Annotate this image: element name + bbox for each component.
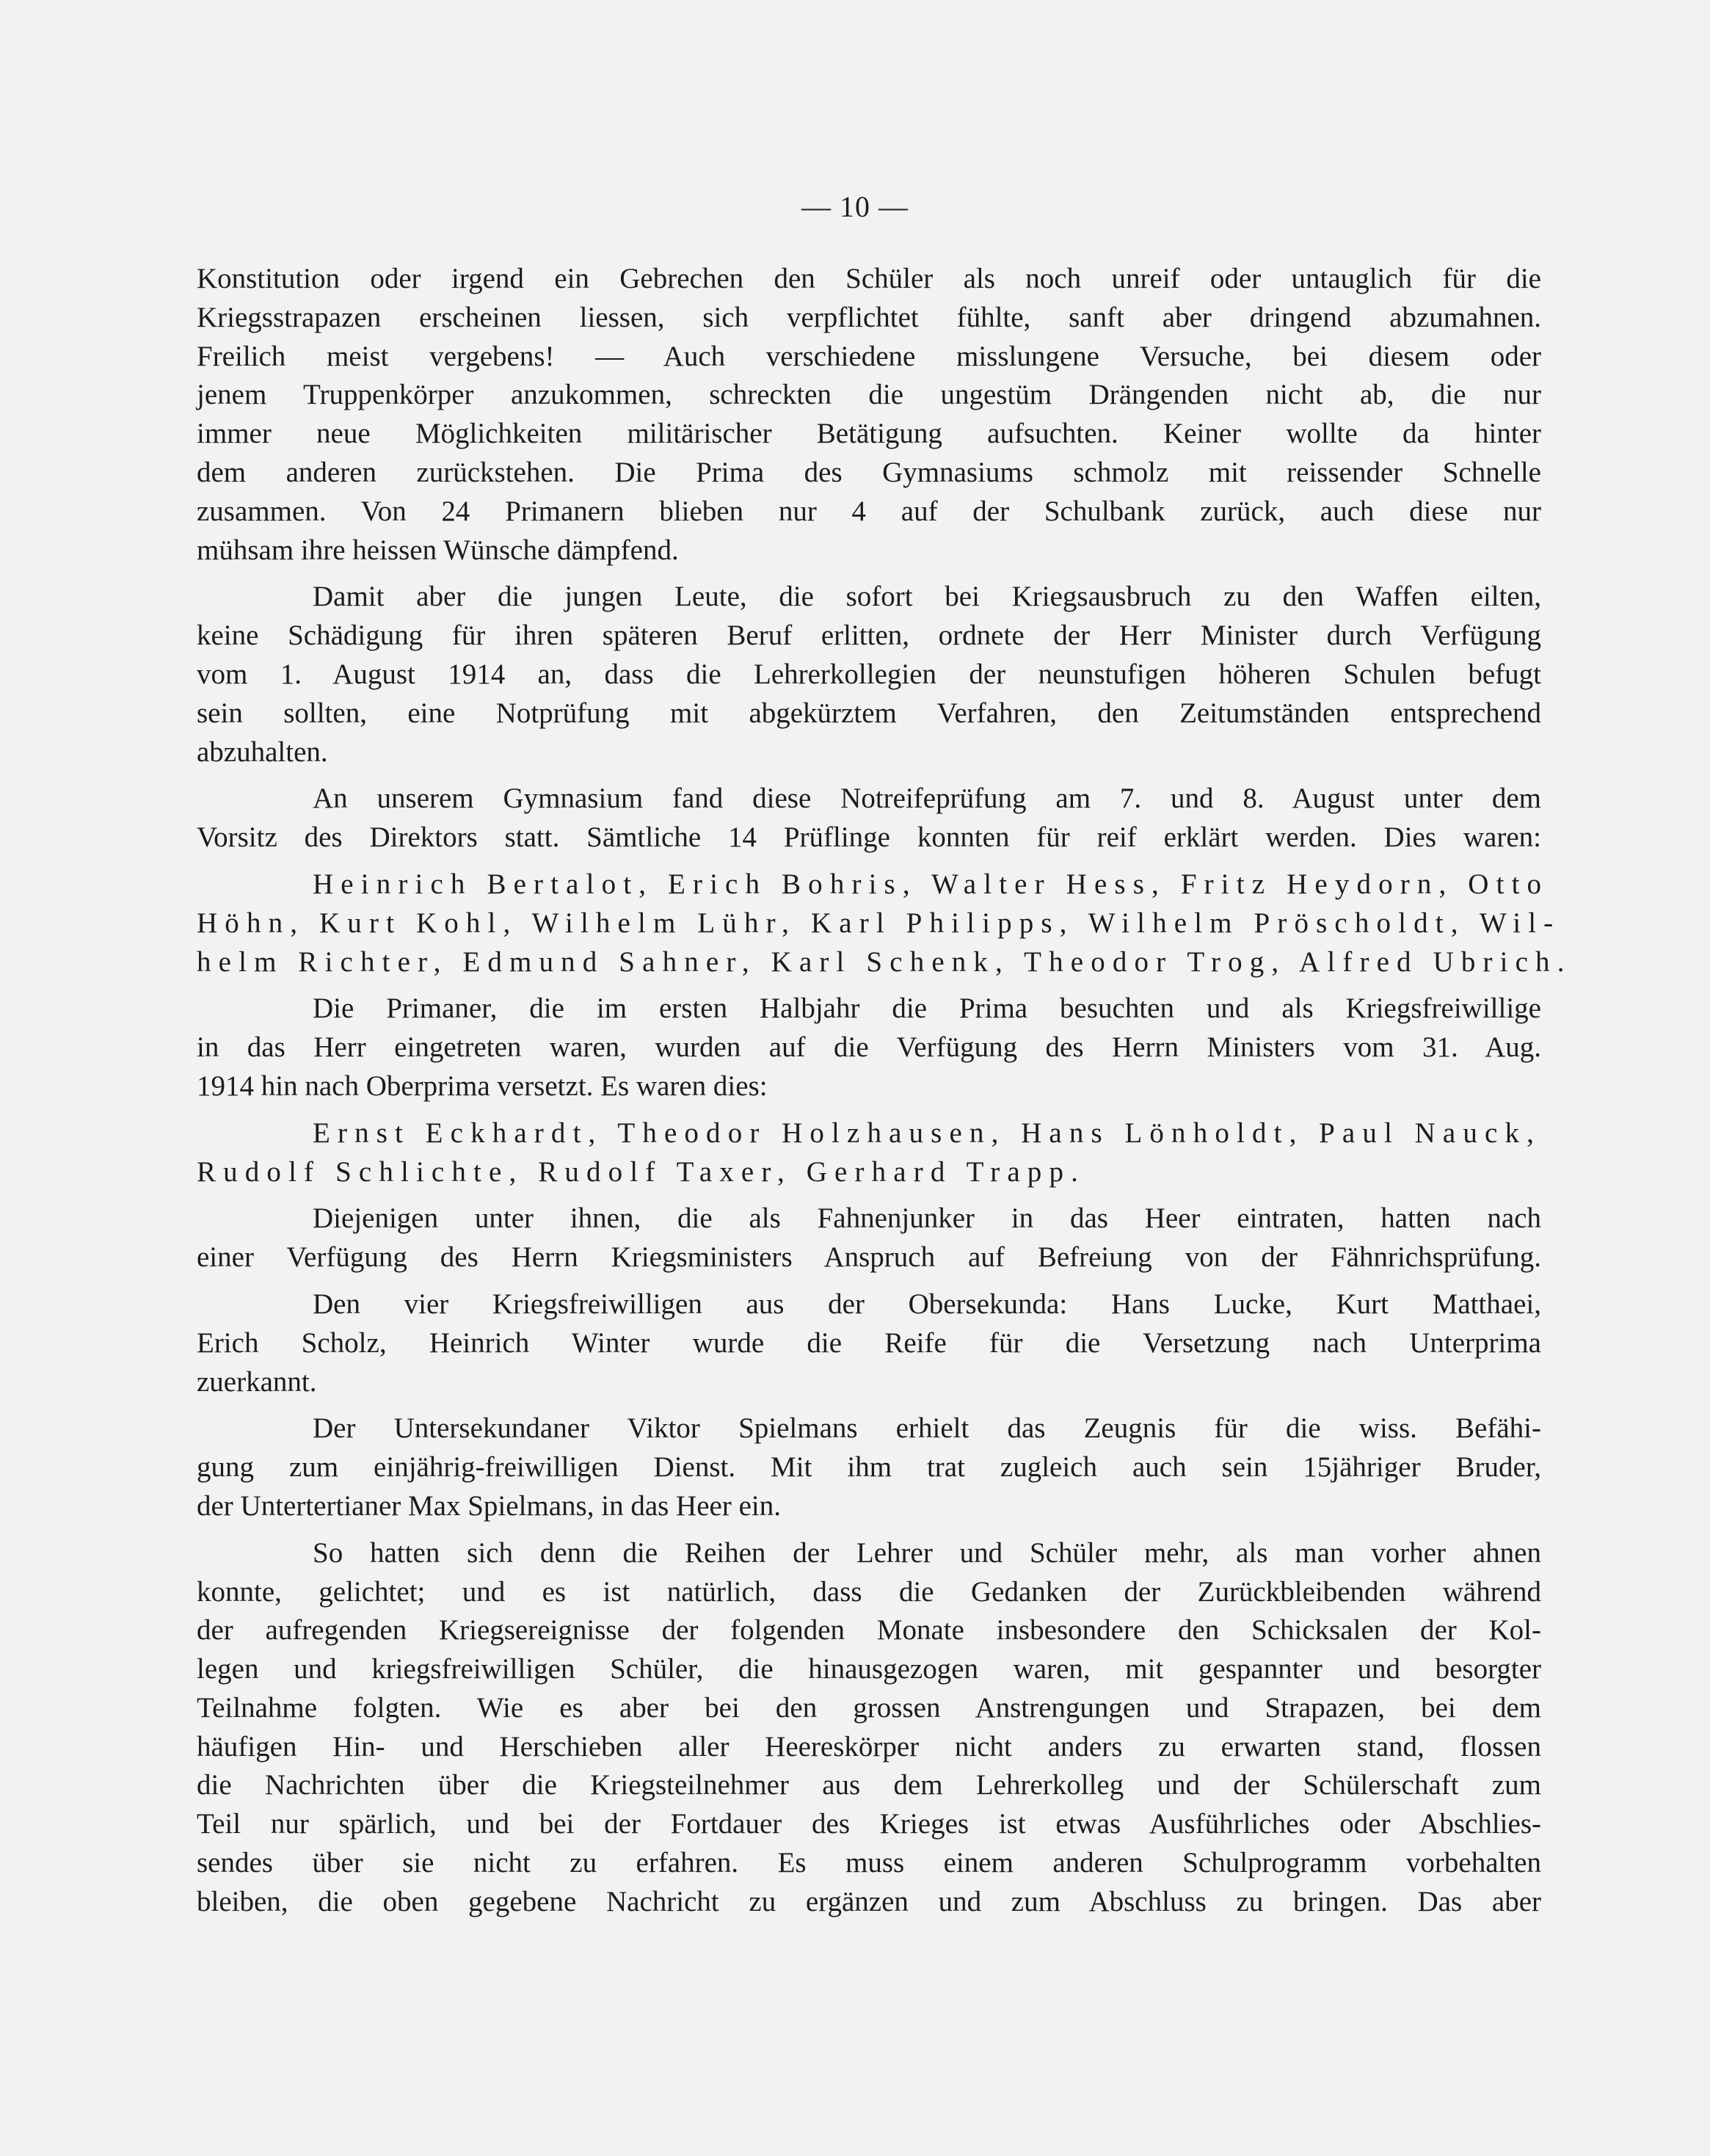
text-line: Rudolf Schlichte, Rudolf Taxer, Gerhard Trapp. xyxy=(197,1155,1085,1188)
text-line: der Untertertianer Max Spielmans, in das Heer ein. xyxy=(197,1489,781,1522)
text-line: So hatten sich denn die Reihen der Lehrer und Schüler mehr, als man vorher ahnen xyxy=(313,1536,1541,1569)
text-line: in das Herr eingetreten waren, wurden auf die Verfügung des Herrn Ministers vom 31. Aug. xyxy=(197,1031,1541,1064)
text-line: sendes über sie nicht zu erfahren. Es muss einem anderen Schulprogramm vorbehalten xyxy=(197,1847,1541,1879)
text-line: konnte, gelichtet; und es ist natürlich, dass die Gedanken der Zurückbleibenden während xyxy=(197,1575,1541,1608)
text-line: vom 1. August 1914 an, dass die Lehrerkollegien der neunstufigen höheren Schulen befugt xyxy=(197,658,1541,690)
text-line: Freilich meist vergebens! — Auch verschiedene misslungene Versuche, bei diesem oder xyxy=(197,340,1541,372)
text-line: Heinrich Bertalot, Erich Bohris, Walter Hess, Fritz Heydorn, Otto xyxy=(313,868,1549,900)
text-line: abzuhalten. xyxy=(197,736,328,768)
body-text xyxy=(197,260,1572,1922)
text-line: 1914 hin nach Oberprima versetzt. Es waren dies: xyxy=(197,1070,768,1102)
text-line: Der Untersekundaner Viktor Spielmans erhielt das Zeugnis für die wiss. Befähi- xyxy=(313,1412,1541,1445)
text-line: mühsam ihre heissen Wünsche dämpfend. xyxy=(197,534,679,566)
text-line: immer neue Möglichkeiten militärischer Betätigung aufsuchten. Keiner wollte da hinter xyxy=(197,418,1541,450)
text-line: einer Verfügung des Herrn Kriegsministers Anspruch auf Befreiung von der Fähnrichsprüfung. xyxy=(197,1241,1541,1274)
text-line: helm Richter, Edmund Sahner, Karl Schenk, Theodor Trog, Alfred Ubrich. xyxy=(197,945,1572,978)
text-line: zuerkannt. xyxy=(197,1365,317,1398)
text-line: Konstitution oder irgend ein Gebrechen den Schüler als noch unreif oder untauglich für die xyxy=(197,263,1541,294)
text-line: dem anderen zurückstehen. Die Prima des Gymnasiums schmolz mit reissender Schnelle xyxy=(197,456,1541,488)
text-line: Damit aber die jungen Leute, die sofort bei Kriegsausbruch zu den Waffen eilten, xyxy=(313,581,1541,613)
text-line: gung zum einjährig-freiwilligen Dienst. Mit ihm trat zugleich auch sein 15jähriger Bruder, xyxy=(197,1451,1541,1484)
text-line: An unserem Gymnasium fand diese Notreifeprüfung am 7. und 8. August unter dem xyxy=(313,783,1541,815)
text-line: Den vier Kriegsfreiwilligen aus der Obersekunda: Hans Lucke, Kurt Matthaei, xyxy=(313,1288,1541,1320)
text-line: bleiben, die oben gegebene Nachricht zu ergänzen und zum Abschluss zu bringen. Das aber xyxy=(197,1885,1541,1917)
text-line: jenem Truppenkörper anzukommen, schreckten die ungestüm Drängenden nicht ab, die nur xyxy=(197,379,1541,411)
text-line: die Nachrichten über die Kriegsteilnehmer aus dem Lehrerkolleg und der Schülerschaft zum xyxy=(197,1769,1541,1801)
text-line: Ernst Eckhardt, Theodor Holzhausen, Hans Lönholdt, Paul Nauck, xyxy=(313,1117,1541,1149)
text-line: Erich Scholz, Heinrich Winter wurde die Reife für die Versetzung nach Unterprima xyxy=(197,1326,1541,1359)
text-line: Die Primaner, die im ersten Halbjahr die Prima besuchten und als Kriegsfreiwillige xyxy=(313,992,1541,1025)
text-line: keine Schädigung für ihren späteren Beruf erlitten, ordnete der Herr Minister durch Verfügung xyxy=(197,620,1541,652)
text-line: Teil nur spärlich, und bei der Fortdauer des Krieges ist etwas Ausführliches oder Abschlies- xyxy=(197,1808,1541,1840)
text-line: Diejenigen unter ihnen, die als Fahnenjunker in das Heer eintraten, hatten nach xyxy=(313,1202,1541,1235)
text-line: legen und kriegsfreiwilligen Schüler, die hinausgezogen waren, mit gespannter und besorgter xyxy=(197,1653,1541,1685)
text-line: häufigen Hin- und Herschieben aller Heereskörper nicht anders zu erwarten stand, flossen xyxy=(197,1730,1541,1763)
text-line: sein sollten, eine Notprüfung mit abgekürztem Verfahren, den Zeitumständen entsprechend xyxy=(197,697,1541,729)
text-line: Vorsitz des Direktors statt. Sämtliche 14 Prüflinge konnten für reif erklärt werden. Dies waren: xyxy=(197,821,1541,854)
page-number: — 10 — xyxy=(801,190,909,223)
text-line: Kriegsstrapazen erscheinen liessen, sich verpflichtet fühlte, sanft aber dringend abzumahnen. xyxy=(197,301,1541,333)
text-line: Höhn, Kurt Kohl, Wilhelm Lühr, Karl Philipps, Wilhelm Pröscholdt, Wil- xyxy=(197,907,1561,939)
text-line: der aufregenden Kriegsereignisse der folgenden Monate insbesondere den Schicksalen der Kol- xyxy=(197,1614,1541,1647)
text-line: Teilnahme folgten. Wie es aber bei den grossen Anstrengungen und Strapazen, bei dem xyxy=(197,1691,1541,1724)
text-line: zusammen. Von 24 Primanern blieben nur 4 auf der Schulbank zurück, auch diese nur xyxy=(197,495,1541,527)
